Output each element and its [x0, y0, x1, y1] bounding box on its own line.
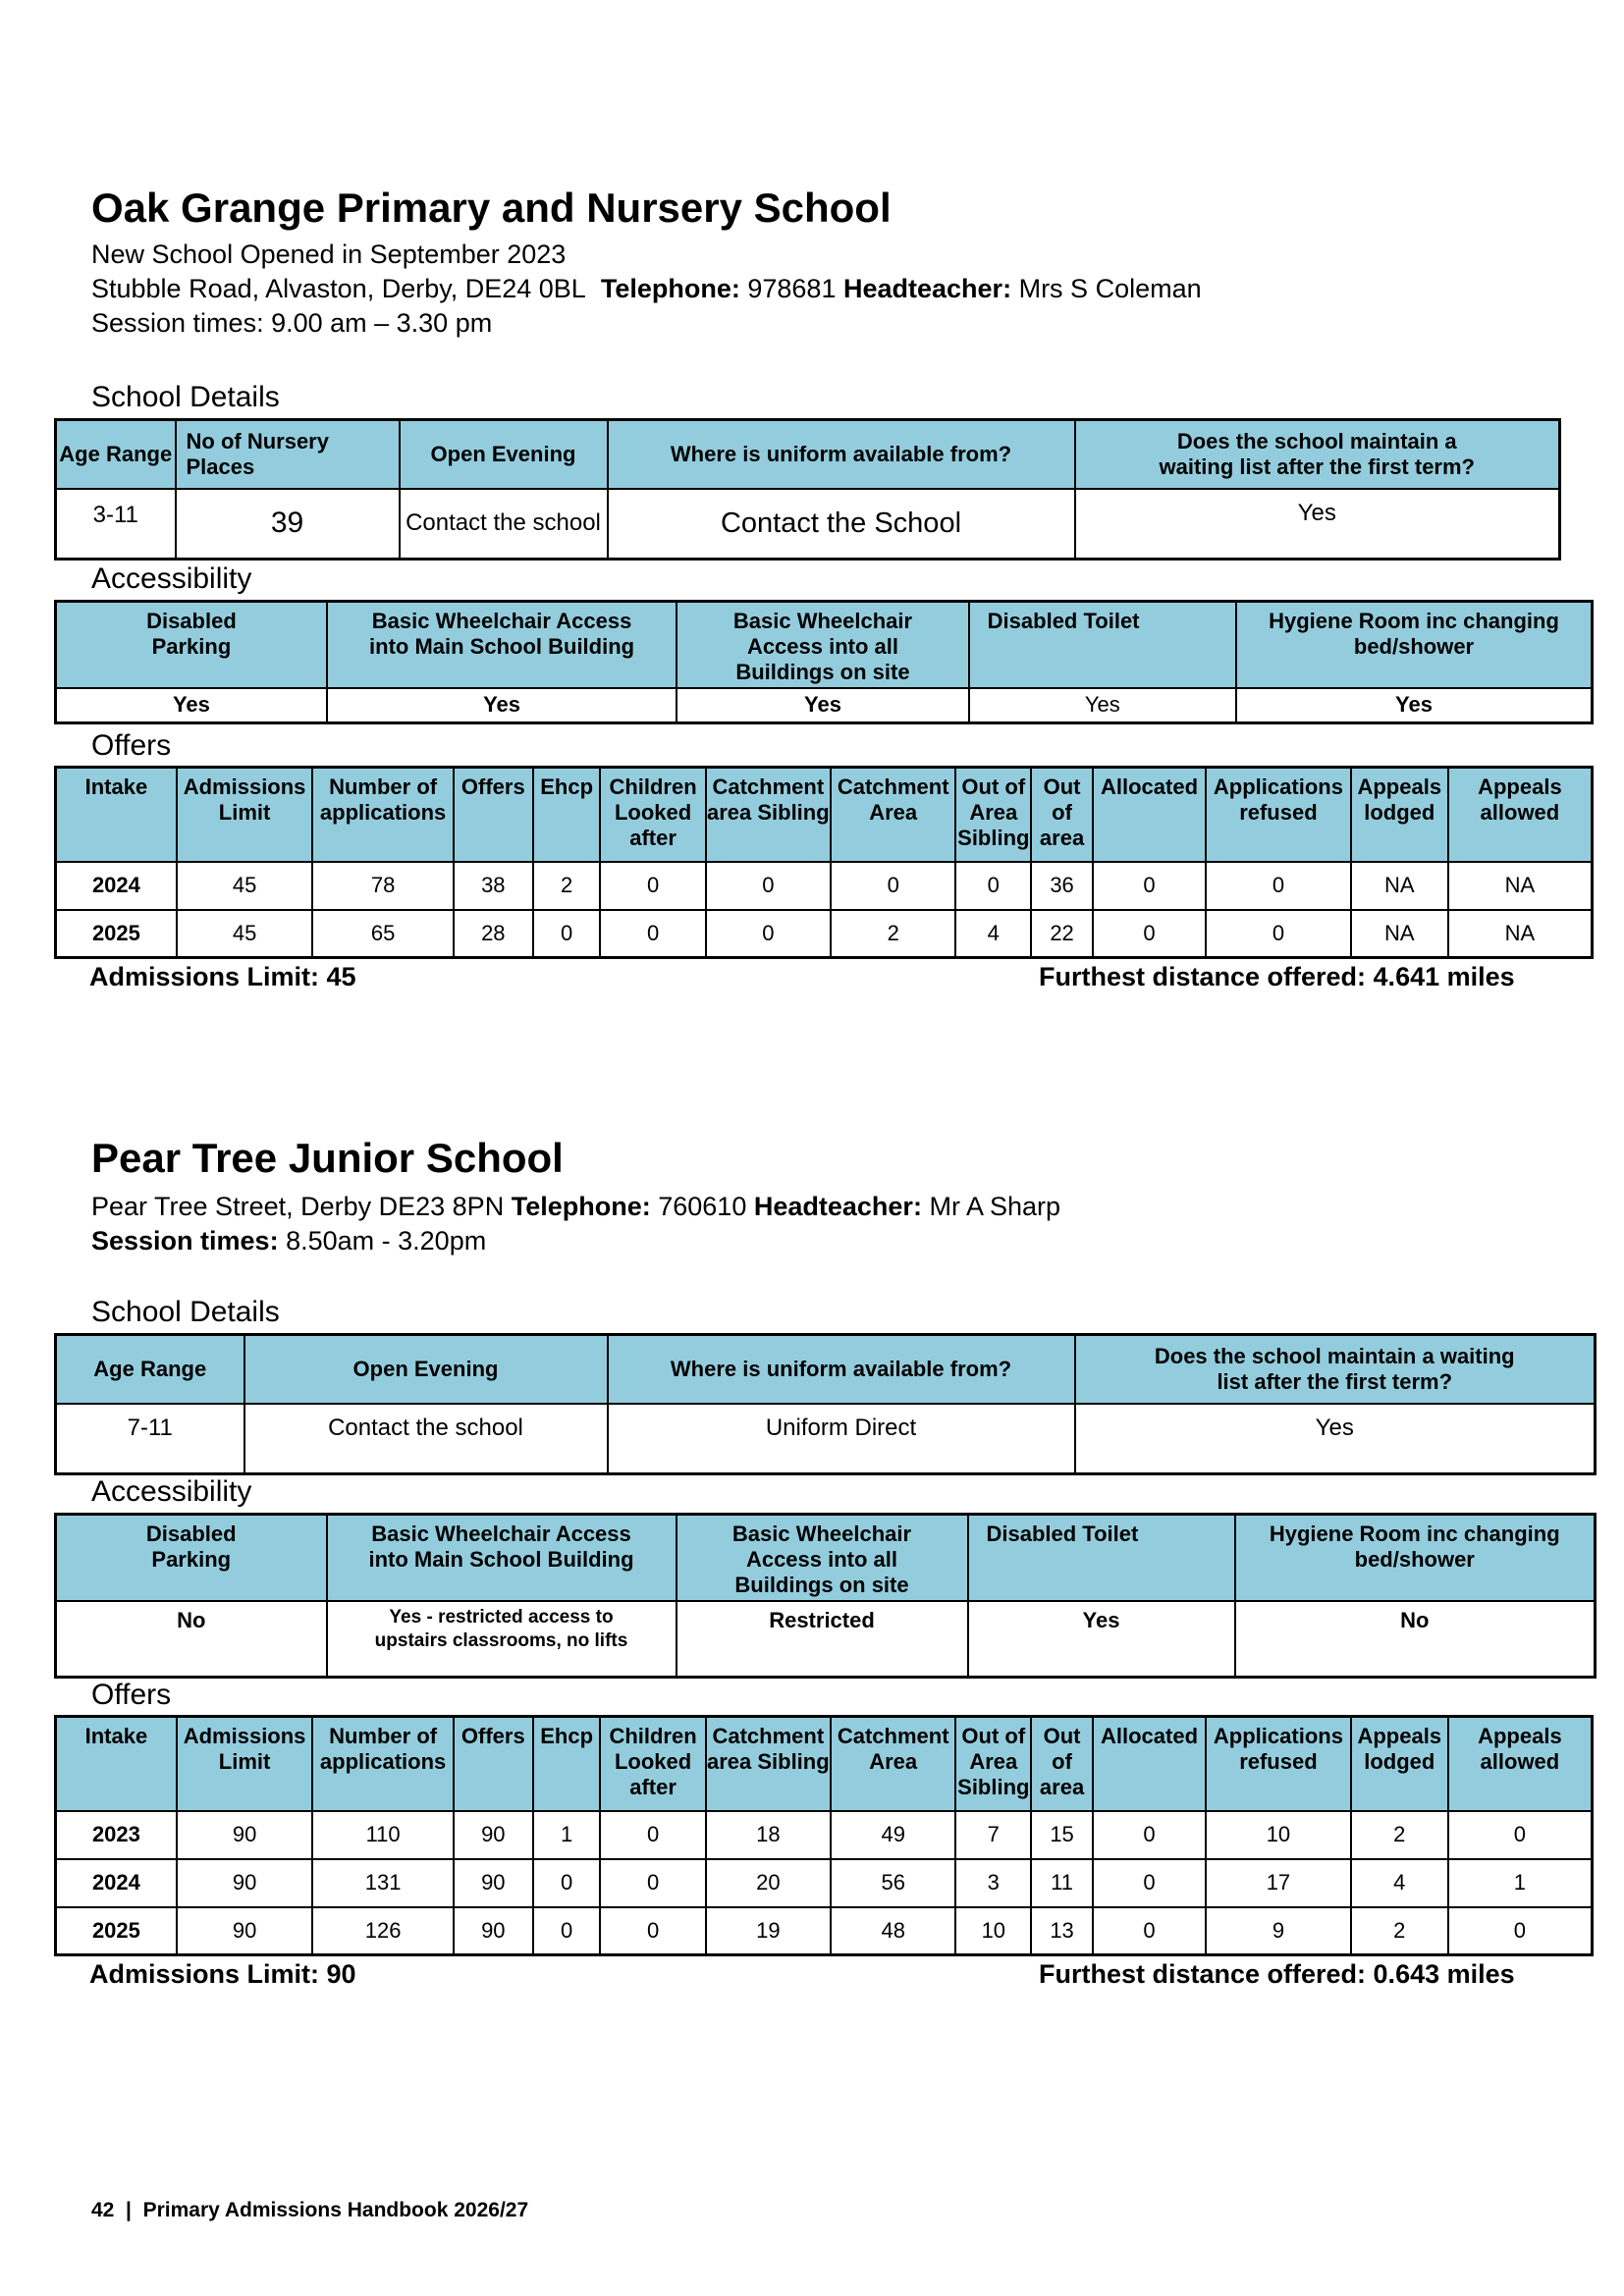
offers-cell: NA — [1351, 862, 1448, 910]
school-1-session-times: Session times: 9.00 am – 3.30 pm — [91, 308, 493, 338]
school-2-accessibility-heading: Accessibility — [91, 1475, 252, 1508]
details-header-open-evening: Open Evening — [400, 420, 608, 489]
school-1-details-heading: School Details — [91, 381, 280, 413]
access-header-hygiene: Hygiene Room inc changing bed/shower — [1235, 1515, 1596, 1601]
school-1-details-table — [54, 418, 1561, 561]
table-row — [56, 862, 1593, 910]
footer-title: Primary Admissions Handbook 2026/27 — [142, 2199, 529, 2221]
school-1-offers-table — [54, 766, 1594, 959]
offers-header-catchment-area: Catchment Area — [831, 1717, 955, 1811]
school-2-offers-heading: Offers — [91, 1679, 172, 1711]
school-2-telephone-label: Telephone: — [511, 1192, 651, 1221]
school-1-headteacher: Mrs S Coleman — [1018, 274, 1202, 303]
offers-cell: 126 — [312, 1907, 454, 1955]
offers-cell: 49 — [831, 1811, 955, 1859]
school-2-details-table — [54, 1333, 1597, 1475]
school-2-accessibility-table — [54, 1513, 1597, 1679]
details-age-range: 7-11 — [56, 1404, 244, 1474]
details-open-evening: Contact the school — [400, 489, 608, 560]
offers-header-allocated: Allocated — [1093, 1717, 1206, 1811]
offers-cell: 131 — [312, 1859, 454, 1907]
details-header-open-evening: Open Evening — [244, 1335, 608, 1404]
offers-cell: 10 — [1206, 1811, 1351, 1859]
offers-cell: 0 — [533, 1907, 601, 1955]
offers-header-offers: Offers — [454, 768, 533, 862]
offers-cell: 2025 — [56, 910, 177, 958]
school-2-headteacher: Mr A Sharp — [929, 1192, 1061, 1221]
school-2-title: Pear Tree Junior School — [91, 1135, 564, 1181]
details-header-waiting-list: Does the school maintain a waiting list after the first term? — [1075, 1335, 1596, 1404]
offers-cell: 11 — [1031, 1859, 1093, 1907]
school-1-address: Stubble Road, Alvaston, Derby, DE24 0BL — [91, 274, 586, 303]
offers-cell: 2025 — [56, 1907, 177, 1955]
offers-cell: NA — [1448, 910, 1593, 958]
access-main-building: Yes - restricted access to upstairs classrooms, no lifts — [327, 1601, 677, 1678]
details-uniform: Uniform Direct — [608, 1404, 1075, 1474]
offers-cell: 13 — [1031, 1907, 1093, 1955]
offers-cell: 9 — [1206, 1907, 1351, 1955]
offers-cell: 2 — [1351, 1907, 1448, 1955]
access-header-parking: Disabled Parking — [56, 602, 327, 688]
offers-header-looked-after: Children Looked after — [600, 768, 705, 862]
table-row — [56, 910, 1593, 958]
offers-cell: NA — [1351, 910, 1448, 958]
school-2-address: Pear Tree Street, Derby DE23 8PN — [91, 1192, 505, 1221]
offers-cell: 0 — [1093, 910, 1206, 958]
school-2-telephone[interactable]: 760610 — [658, 1192, 747, 1221]
school-1-title: Oak Grange Primary and Nursery School — [91, 185, 892, 231]
offers-cell: 0 — [600, 1859, 705, 1907]
access-toilet: Yes — [968, 1601, 1235, 1678]
offers-cell: 45 — [177, 862, 313, 910]
offers-cell: 0 — [1093, 1811, 1206, 1859]
table-row — [56, 1811, 1593, 1859]
access-main-building: Yes — [327, 688, 677, 723]
offers-cell: 90 — [177, 1859, 313, 1907]
access-header-main-building: Basic Wheelchair Access into Main School Building — [327, 1515, 677, 1601]
school-2-admissions-limit: Admissions Limit: 90 — [89, 1959, 356, 1989]
offers-cell: 18 — [706, 1811, 831, 1859]
offers-header-catchment-area: Catchment Area — [831, 768, 955, 862]
offers-cell: 0 — [1093, 1859, 1206, 1907]
offers-cell: 22 — [1031, 910, 1093, 958]
offers-cell: 19 — [706, 1907, 831, 1955]
access-header-all-buildings: Basic Wheelchair Access into all Buildings on site — [677, 1515, 968, 1601]
offers-cell: 2 — [533, 862, 601, 910]
footer-separator: | — [126, 2199, 132, 2221]
school-1-contact-line — [91, 274, 1202, 304]
offers-cell: NA — [1448, 862, 1593, 910]
school-1-accessibility-table — [54, 600, 1594, 724]
school-2-headteacher-label: Headteacher: — [753, 1192, 922, 1221]
offers-header-intake: Intake — [56, 1717, 177, 1811]
access-hygiene: Yes — [1236, 688, 1592, 723]
offers-cell: 0 — [533, 910, 601, 958]
access-all-buildings: Yes — [677, 688, 968, 723]
school-2-offers-table — [54, 1715, 1594, 1956]
school-2-details-heading: School Details — [91, 1296, 280, 1328]
offers-cell: 17 — [1206, 1859, 1351, 1907]
page-footer — [91, 2199, 528, 2222]
offers-cell: 0 — [1093, 1907, 1206, 1955]
school-2-session-label: Session times: — [91, 1226, 279, 1255]
offers-cell: 10 — [955, 1907, 1031, 1955]
school-1-accessibility-heading: Accessibility — [91, 562, 252, 595]
access-header-toilet: Disabled Toilet — [969, 602, 1236, 688]
offers-cell: 2024 — [56, 862, 177, 910]
offers-cell: 2 — [1351, 1811, 1448, 1859]
school-1-telephone[interactable]: 978681 — [747, 274, 837, 303]
offers-cell: 45 — [177, 910, 313, 958]
offers-header-allocated: Allocated — [1093, 768, 1206, 862]
details-uniform: Contact the School — [608, 489, 1075, 560]
offers-cell: 0 — [533, 1859, 601, 1907]
access-header-hygiene: Hygiene Room inc changing bed/shower — [1236, 602, 1592, 688]
offers-header-appeals-lodged: Appeals lodged — [1351, 768, 1448, 862]
offers-cell: 0 — [600, 1907, 705, 1955]
offers-cell: 2024 — [56, 1859, 177, 1907]
offers-header-out-area: Out of area — [1031, 1717, 1093, 1811]
access-hygiene: No — [1235, 1601, 1596, 1678]
school-1-telephone-label: Telephone: — [600, 274, 740, 303]
offers-header-intake: Intake — [56, 768, 177, 862]
offers-header-refused: Applications refused — [1206, 768, 1351, 862]
offers-cell: 56 — [831, 1859, 955, 1907]
access-parking: No — [56, 1601, 327, 1678]
offers-cell: 0 — [1093, 862, 1206, 910]
offers-cell: 0 — [1448, 1811, 1593, 1859]
school-1-furthest-distance: Furthest distance offered: 4.641 miles — [1039, 962, 1515, 991]
school-2-session-times: 8.50am - 3.20pm — [286, 1226, 487, 1255]
offers-cell: 90 — [454, 1811, 533, 1859]
offers-cell: 90 — [454, 1859, 533, 1907]
offers-cell: 0 — [1206, 910, 1351, 958]
details-header-age-range: Age Range — [56, 1335, 244, 1404]
offers-cell: 28 — [454, 910, 533, 958]
offers-cell: 1 — [1448, 1859, 1593, 1907]
access-header-all-buildings: Basic Wheelchair Access into all Buildings on site — [677, 602, 968, 688]
offers-header-appeals-lodged: Appeals lodged — [1351, 1717, 1448, 1811]
details-header-waiting-list: Does the school maintain a waiting list after the first term? — [1075, 420, 1560, 489]
access-header-main-building: Basic Wheelchair Access into Main School Building — [327, 602, 677, 688]
offers-header-applications: Number of applications — [312, 1717, 454, 1811]
offers-cell: 4 — [1351, 1859, 1448, 1907]
school-1-note: New School Opened in September 2023 — [91, 240, 567, 269]
school-1-admissions-limit: Admissions Limit: 45 — [89, 962, 356, 991]
details-header-age-range: Age Range — [56, 420, 176, 489]
offers-cell: 7 — [955, 1811, 1031, 1859]
offers-cell: 15 — [1031, 1811, 1093, 1859]
offers-cell: 2 — [831, 910, 955, 958]
offers-cell: 3 — [955, 1859, 1031, 1907]
offers-header-ehcp: Ehcp — [533, 1717, 601, 1811]
offers-cell: 90 — [177, 1907, 313, 1955]
offers-header-catchment-sibling: Catchment area Sibling — [706, 768, 831, 862]
offers-header-appeals-allowed: Appeals allowed — [1448, 1717, 1593, 1811]
offers-header-catchment-sibling: Catchment area Sibling — [706, 1717, 831, 1811]
page-number: 42 — [91, 2199, 115, 2221]
offers-cell: 0 — [706, 910, 831, 958]
offers-cell: 0 — [600, 1811, 705, 1859]
school-1-headteacher-label: Headteacher: — [842, 274, 1012, 303]
school-2-contact-line — [91, 1192, 1060, 1222]
offers-cell: 90 — [177, 1811, 313, 1859]
offers-cell: 110 — [312, 1811, 454, 1859]
offers-header-ehcp: Ehcp — [533, 768, 601, 862]
offers-header-out-area-sibling: Out of Area Sibling — [955, 768, 1031, 862]
offers-cell: 48 — [831, 1907, 955, 1955]
details-waiting-list: Yes — [1075, 1404, 1596, 1474]
offers-cell: 0 — [600, 862, 705, 910]
access-parking: Yes — [56, 688, 327, 723]
offers-header-out-area: Out of area — [1031, 768, 1093, 862]
offers-cell: 90 — [454, 1907, 533, 1955]
school-1-offers-heading: Offers — [91, 729, 172, 762]
details-age-range: 3-11 — [56, 489, 176, 560]
offers-cell: 4 — [955, 910, 1031, 958]
offers-cell: 36 — [1031, 862, 1093, 910]
details-nursery-places: 39 — [176, 489, 400, 560]
offers-cell: 0 — [1206, 862, 1351, 910]
offers-header-admissions-limit: Admissions Limit — [177, 768, 313, 862]
offers-cell: 0 — [1448, 1907, 1593, 1955]
access-all-buildings: Restricted — [677, 1601, 968, 1678]
school-2-session-line — [91, 1226, 486, 1256]
offers-cell: 2023 — [56, 1811, 177, 1859]
offers-cell: 0 — [955, 862, 1031, 910]
details-header-nursery-places: No of Nursery Places — [176, 420, 400, 489]
table-row — [56, 1907, 1593, 1955]
access-header-toilet: Disabled Toilet — [968, 1515, 1235, 1601]
offers-header-out-area-sibling: Out of Area Sibling — [955, 1717, 1031, 1811]
offers-header-admissions-limit: Admissions Limit — [177, 1717, 313, 1811]
table-row — [56, 1859, 1593, 1907]
offers-header-refused: Applications refused — [1206, 1717, 1351, 1811]
access-toilet: Yes — [969, 688, 1236, 723]
details-header-uniform: Where is uniform available from? — [608, 1335, 1075, 1404]
offers-cell: 0 — [706, 862, 831, 910]
offers-cell: 0 — [831, 862, 955, 910]
offers-cell: 78 — [312, 862, 454, 910]
offers-header-offers: Offers — [454, 1717, 533, 1811]
offers-cell: 20 — [706, 1859, 831, 1907]
offers-header-looked-after: Children Looked after — [600, 1717, 705, 1811]
offers-cell: 65 — [312, 910, 454, 958]
details-open-evening: Contact the school — [244, 1404, 608, 1474]
offers-cell: 1 — [533, 1811, 601, 1859]
details-header-uniform: Where is uniform available from? — [608, 420, 1075, 489]
offers-header-appeals-allowed: Appeals allowed — [1448, 768, 1593, 862]
access-header-parking: Disabled Parking — [56, 1515, 327, 1601]
offers-cell: 0 — [600, 910, 705, 958]
offers-cell: 38 — [454, 862, 533, 910]
offers-header-applications: Number of applications — [312, 768, 454, 862]
school-2-furthest-distance: Furthest distance offered: 0.643 miles — [1039, 1959, 1515, 1989]
details-waiting-list: Yes — [1075, 489, 1560, 560]
